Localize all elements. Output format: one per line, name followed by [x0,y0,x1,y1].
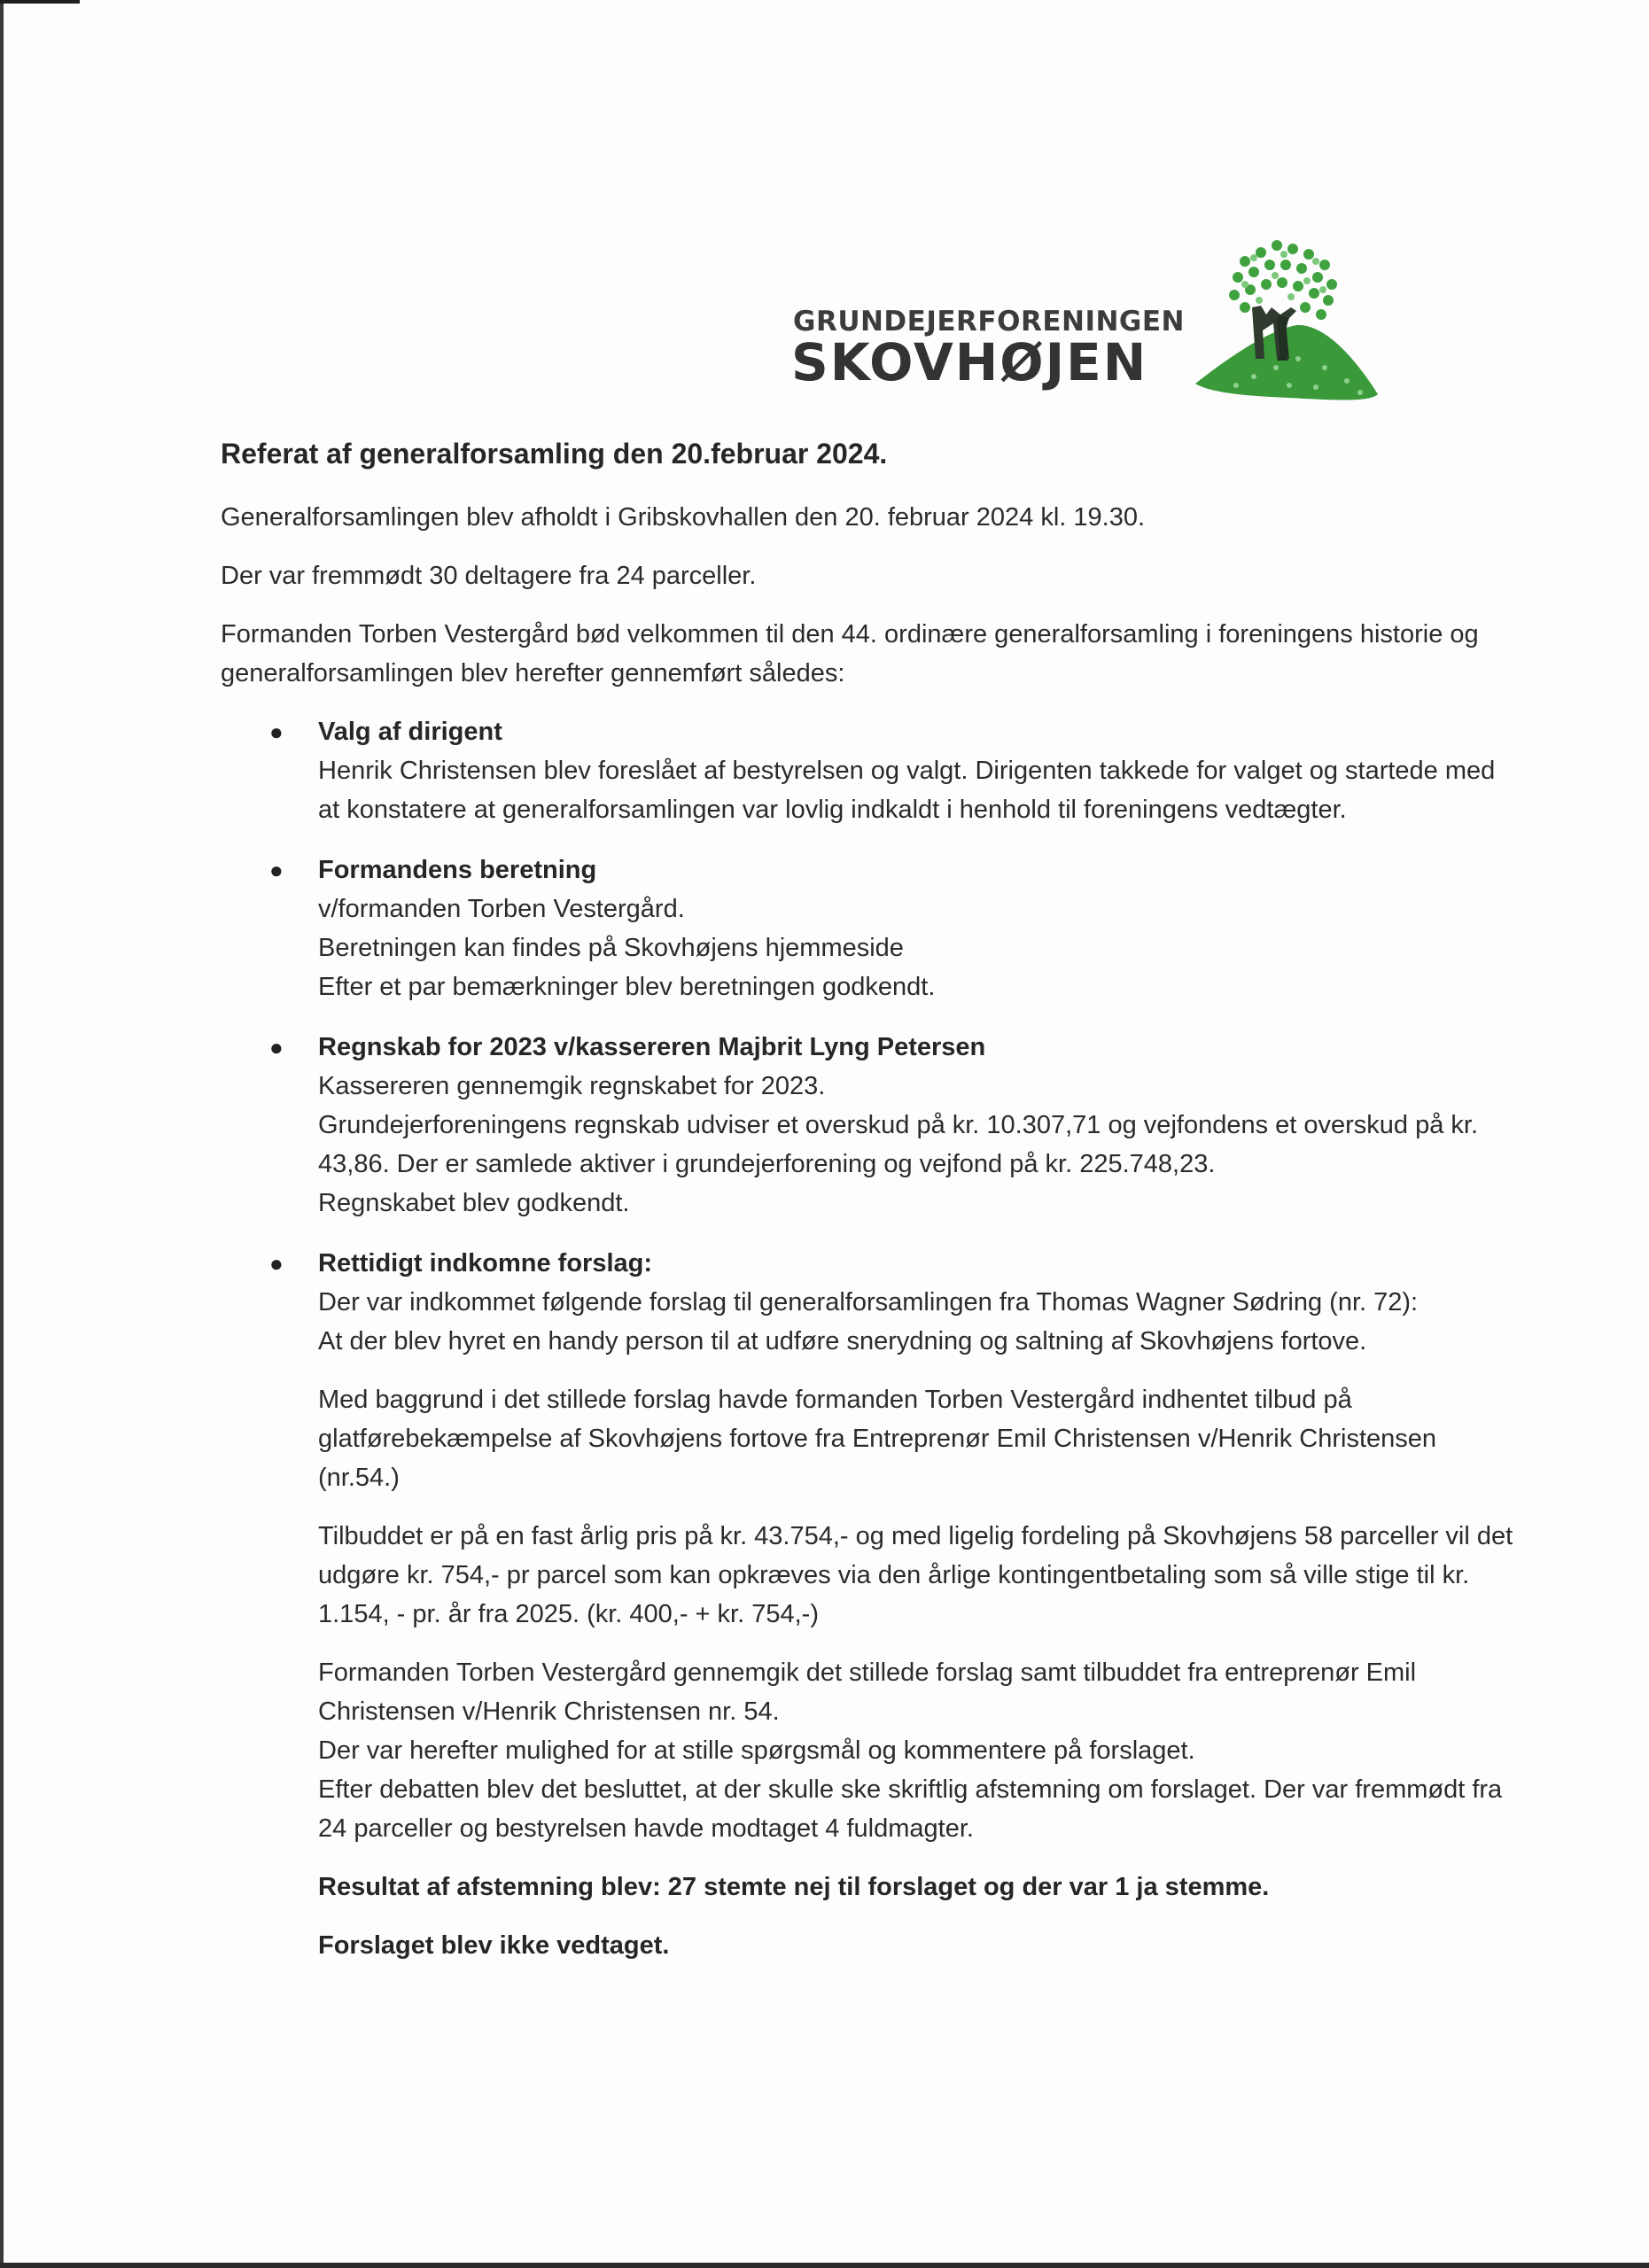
agenda-item-text: Der var indkommet følgende forslag til generalforsamlingen fra Thomas Wagner Sødring (nr. 72): [318,1288,1419,1317]
association-logo [789,226,1378,412]
debate-line: Formanden Torben Vestergård gennemgik det stillede forslag samt tilbuddet fra entreprenør Emil Christensen v/Henrik Christensen nr. 54. [318,1658,1417,1726]
proposal-offer-paragraph: Med baggrund i det stillede forslag havde formanden Torben Vestergård indhentet tilbud på glatførebekæmpelse af Skovhøjens fortove fra Entreprenør Emil Christensen v/Henrik Christensen (nr.54.) [318,1386,1437,1492]
bullet-icon: ● [269,1250,284,1277]
agenda-item-text: v/formanden Torben Vestergård. [318,895,685,923]
scan-edge-top [0,0,80,4]
logo-line2: SKOVHØJEN [791,332,1148,392]
vote-result: Resultat af afstemning blev: 27 stemte nej til forslaget og der var 1 ja stemme. [318,1873,1270,1901]
agenda-item-text: Beretningen kan findes på Skovhøjens hjemmeside [318,934,904,962]
document-title: Referat af generalforsamling den 20.februar 2024. [221,438,888,470]
agenda-list [221,712,1523,1965]
intro-paragraph-3: Formanden Torben Vestergård bød velkommen til den 44. ordinære generalforsamling i foreningens historie og generalforsamlingen blev herefter gennemført således: [221,620,1479,687]
bullet-icon: ● [269,1034,284,1060]
debate-line: Der var herefter mulighed for at stille spørgsmål og kommentere på forslaget. [318,1736,1195,1765]
intro-paragraph-1: Generalforsamlingen blev afholdt i Gribskovhallen den 20. februar 2024 kl. 19.30. [221,503,1146,532]
agenda-item-text: Grundejerforeningens regnskab udviser et overskud på kr. 10.307,71 og vejfondens et overskud på kr. 43,86. Der er samlede aktiver i grundejerforening og vejfond på kr. 225.748,23. [318,1111,1479,1178]
agenda-item-text: Efter et par bemærkninger blev beretningen godkendt. [318,973,936,1001]
scan-edge-bottom [0,2263,1649,2268]
proposal-debate-paragraph [318,1653,1523,1848]
agenda-item-heading: Valg af dirigent [318,718,502,746]
agenda-item-dirigent [221,712,1523,829]
agenda-item-beretning [221,850,1523,1006]
agenda-item-text: Kassereren gennemgik regnskabet for 2023. [318,1072,826,1100]
bullet-icon: ● [269,718,284,745]
bullet-icon: ● [269,857,284,883]
logo-line1: GRUNDEJERFORENINGEN [793,306,1185,338]
agenda-item-heading: Formandens beretning [318,856,597,884]
agenda-item-regnskab [221,1028,1523,1223]
scan-edge-left [0,0,4,2268]
proposal-price-paragraph: Tilbuddet er på en fast årlig pris på kr. 43.754,- og med ligelig fordeling på Skovhøjens 58 parceller vil det udgøre kr. 754,- pr parcel som kan opkræves via den årlige kontingentbetaling som så ville stige til kr. 1.154, - pr. år fra 2025. (kr. 400,- + kr. 754,-) [318,1522,1513,1628]
vote-outcome: Forslaget blev ikke vedtaget. [318,1931,670,1960]
agenda-item-heading: Rettidigt indkomne forslag: [318,1249,652,1278]
debate-line: Efter debatten blev det besluttet, at der skulle ske skriftlig afstemning om forslaget. Der var fremmødt fra 24 parceller og bestyrelsen havde modtaget 4 fuldmagter. [318,1775,1503,1843]
intro-paragraph-2: Der var fremmødt 30 deltagere fra 24 parceller. [221,562,757,590]
agenda-item-text: Regnskabet blev godkendt. [318,1189,630,1217]
agenda-item-text: At der blev hyret en handy person til at udføre snerydning og saltning af Skovhøjens fortove. [318,1327,1367,1355]
tree-on-hill-logo-icon [1192,226,1378,412]
agenda-item-text: Henrik Christensen blev foreslået af bestyrelsen og valgt. Dirigenten takkede for valget og startede med at konstatere at generalforsamlingen var lovlig indkaldt i henhold til foreningens vedtægter. [318,757,1496,824]
agenda-item-heading: Regnskab for 2023 v/kassereren Majbrit Lyng Petersen [318,1033,986,1061]
agenda-item-forslag [221,1244,1523,1965]
minutes-body [221,434,1523,1986]
